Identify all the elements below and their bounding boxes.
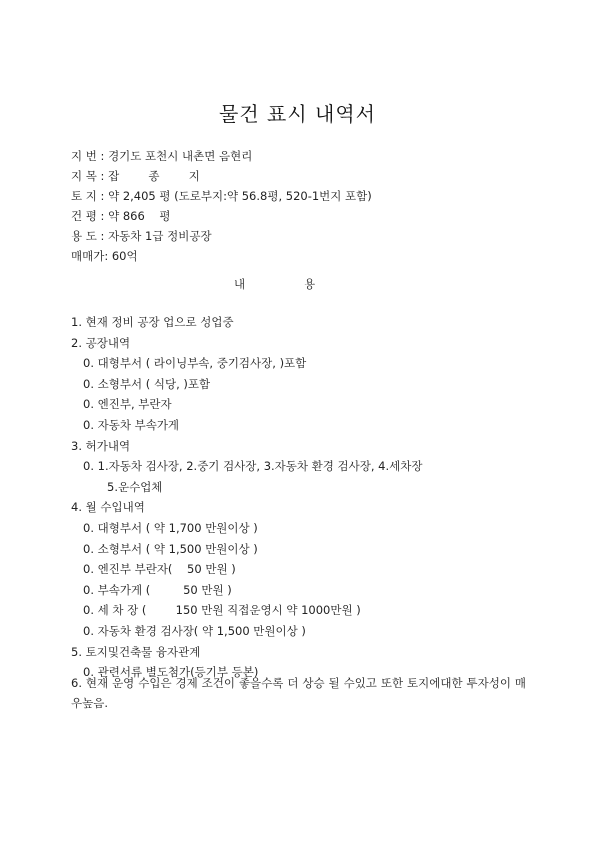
section-heading: 3. 허가내역 xyxy=(71,438,131,453)
list-item: 0. 관련서류 별도첨가(등기부 등본) xyxy=(83,665,259,680)
jimok-label: 지 목 : xyxy=(71,169,109,183)
page-title: 물건 표시 내역서 xyxy=(219,102,376,126)
info-row-toji xyxy=(71,186,372,206)
toji-label: 토 지 : xyxy=(71,189,109,203)
geonpyeong-label: 건 평 : xyxy=(71,209,109,223)
content-list xyxy=(71,312,422,683)
price-label: 매매가: xyxy=(71,249,112,263)
list-item: 0. 엔진부, 부란자 xyxy=(83,397,172,412)
property-info xyxy=(71,146,372,266)
info-row-yongdo xyxy=(71,226,372,246)
info-row-jimok xyxy=(71,166,372,186)
list-item: 0. 부속가게 ( 50 만원 ) xyxy=(83,582,232,597)
section-heading: 2. 공장내역 xyxy=(71,335,131,350)
yongdo-label: 용 도 : xyxy=(71,229,109,243)
jibun-value: 경기도 포천시 내촌면 음현리 xyxy=(108,149,253,163)
section-heading: 5. 토지및건축물 융자관계 xyxy=(71,644,201,659)
jimok-value: 잡 종 지 xyxy=(108,169,200,183)
list-item: 0. 소형부서 ( 식당, )포함 xyxy=(83,376,211,391)
geonpyeong-value: 약 866 평 xyxy=(108,209,171,223)
list-item: 0. 엔진부 부란자( 50 만원 ) xyxy=(83,562,236,577)
yongdo-value: 자동차 1급 정비공장 xyxy=(108,229,212,243)
content-heading-left: 내 xyxy=(234,277,246,291)
section-heading: 1. 현재 정비 공장 업으로 성업중 xyxy=(71,315,234,329)
section-heading: 4. 월 수입내역 xyxy=(71,500,145,515)
list-item: 0. 자동차 부속가게 xyxy=(83,417,180,432)
info-row-jibun xyxy=(71,146,372,166)
list-item: 0. 1.자동차 검사장, 2.중기 검사장, 3.자동차 환경 검사장, 4.세차장 xyxy=(83,459,423,474)
toji-value: 약 2,405 평 (도로부지:약 56.8평, 520-1번지 포함) xyxy=(108,189,372,203)
content-heading-right: 용 xyxy=(304,277,316,291)
list-item: 5.운수업체 xyxy=(107,479,163,494)
info-row-geonpyeong xyxy=(71,206,372,226)
list-item: 0. 소형부서 ( 약 1,500 만원이상 ) xyxy=(83,541,258,556)
info-row-price xyxy=(71,246,372,266)
price-value: 60억 xyxy=(111,249,138,263)
closing-paragraph: 6. 현재 운영 수입은 경제 조건이 좋을수록 더 상승 될 수있고 또한 토지에대한 투자성이 매우높음. xyxy=(71,676,526,710)
list-item: 0. 대형부서 ( 라이닝부속, 중기검사장, )포함 xyxy=(83,356,307,371)
list-item: 0. 대형부서 ( 약 1,700 만원이상 ) xyxy=(83,520,258,535)
list-item: 0. 세 차 장 ( 150 만원 직접운영시 약 1000만원 ) xyxy=(83,603,361,618)
list-item: 0. 자동차 환경 검사장( 약 1,500 만원이상 ) xyxy=(83,623,306,638)
jibun-label: 지 번 : xyxy=(71,149,109,163)
